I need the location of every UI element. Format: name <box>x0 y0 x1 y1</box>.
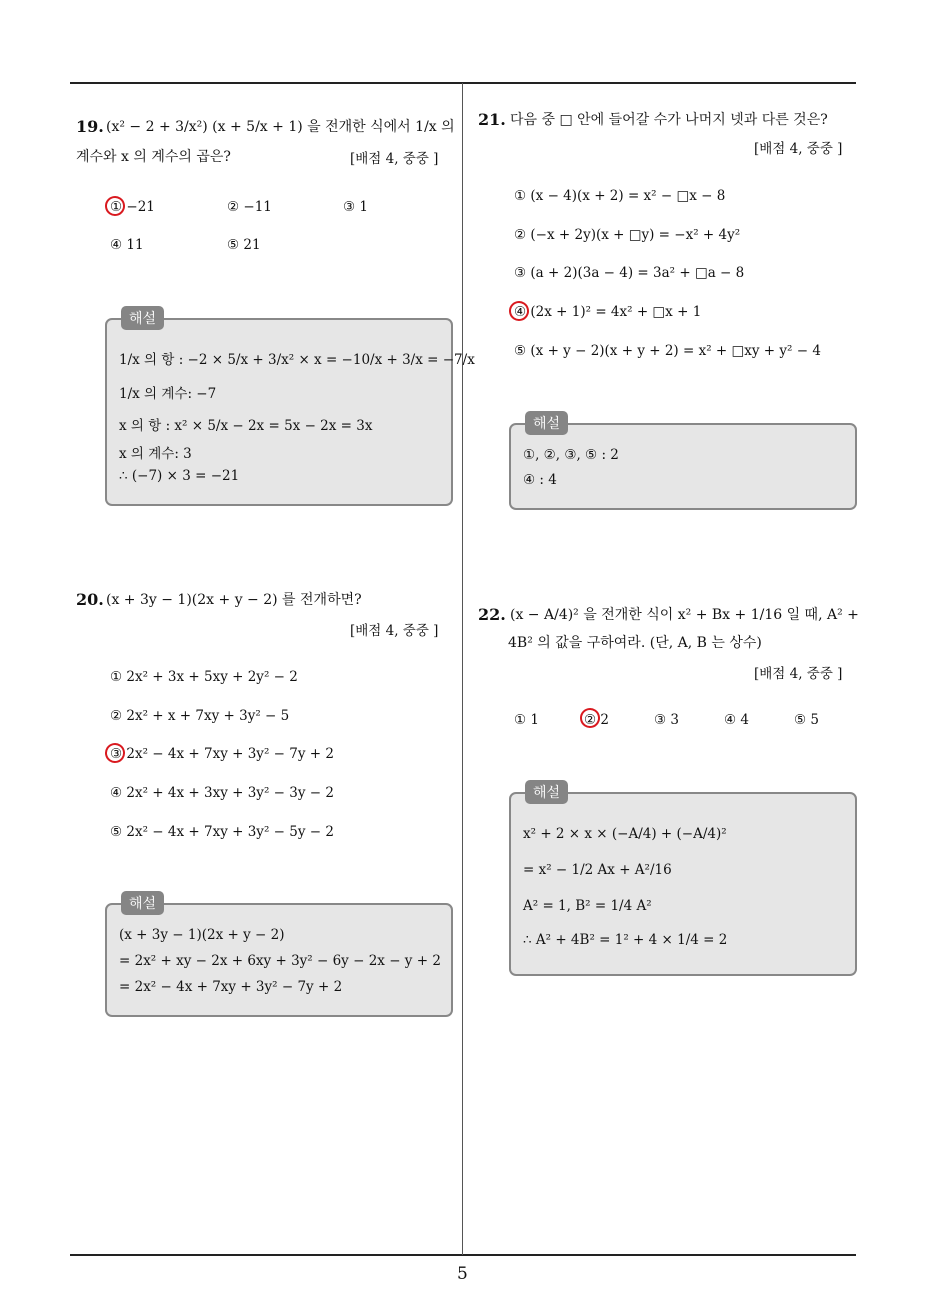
choice-3[interactable]: ③ (a + 2)(3a − 4) = 3a² + □a − 8 <box>514 265 745 281</box>
choice-5[interactable]: ⑤ 2x² − 4x + 7xy + 3y² − 5y − 2 <box>110 824 334 840</box>
choice-2[interactable]: ② 2x² + x + 7xy + 3y² − 5 <box>110 708 290 724</box>
choice-3[interactable]: ③ 2x² − 4x + 7xy + 3y² − 7y + 2 <box>110 746 334 762</box>
question-text: 4B² 의 값을 구하여라. (단, A, B 는 상수) <box>508 635 762 651</box>
solution-line: x² + 2 × x × (−A/4) + (−A/4)² <box>523 826 727 842</box>
question-text: 다음 중 □ 안에 들어갈 수가 나머지 넷과 다른 것은? <box>510 112 828 128</box>
question-number: 22. <box>478 605 506 624</box>
choice-1[interactable]: ① 1 <box>514 712 539 728</box>
question-text: 계수와 x 의 계수의 곱은? <box>76 149 231 165</box>
solution-line: ∴ A² + 4B² = 1² + 4 × 1/4 = 2 <box>523 932 728 948</box>
solution-line: 1/x 의 항 : −2 × 5/x + 3/x² × x = −10/x + 3/x = −7/x <box>119 352 475 368</box>
top-rule <box>70 82 856 84</box>
choice-3[interactable]: ③ 3 <box>654 712 679 728</box>
bottom-rule <box>70 1254 856 1256</box>
score-meta: [배점 4, 중중 ] <box>754 666 843 682</box>
solution-line: A² = 1, B² = 1/4 A² <box>523 898 652 914</box>
solution-line: = x² − 1/2 Ax + A²/16 <box>523 862 672 878</box>
solution-line: ④ : 4 <box>523 472 557 488</box>
question-number: 19. <box>76 117 104 136</box>
choice-5[interactable]: ⑤ (x + y − 2)(x + y + 2) = x² + □xy + y² − 4 <box>514 343 821 359</box>
choice-4[interactable]: ④ 4 <box>724 712 749 728</box>
choice-4[interactable]: ④ 2x² + 4x + 3xy + 3y² − 3y − 2 <box>110 785 334 801</box>
solution-box <box>105 311 475 506</box>
score-meta: [배점 4, 중중 ] <box>754 141 843 157</box>
question-text: (x² − 2 + 3/x²) (x + 5/x + 1) 을 전개한 식에서 1/x 의 <box>106 119 455 135</box>
choice-5[interactable]: ⑤ 5 <box>794 712 819 728</box>
solution-box <box>509 785 857 976</box>
question-text: (x − A/4)² 을 전개한 식이 x² + Bx + 1/16 일 때, A² + <box>510 607 859 623</box>
score-meta: [배점 4, 중중 ] <box>350 151 439 167</box>
choice-2[interactable]: ② 2 <box>584 712 609 728</box>
solution-line: = 2x² − 4x + 7xy + 3y² − 7y + 2 <box>119 979 343 995</box>
page-number: 5 <box>457 1264 468 1284</box>
solution-line: x 의 계수: 3 <box>119 446 192 462</box>
column-divider <box>462 83 463 1255</box>
solution-label: 해설 <box>525 780 568 804</box>
solution-line: ∴ (−7) × 3 = −21 <box>119 468 240 484</box>
choice-1[interactable]: ① −21 <box>110 199 155 215</box>
choice-3[interactable]: ③ 1 <box>343 199 368 215</box>
score-meta: [배점 4, 중중 ] <box>350 623 439 639</box>
choice-4[interactable]: ④ 11 <box>110 237 144 253</box>
choice-5[interactable]: ⑤ 21 <box>227 237 261 253</box>
choice-2[interactable]: ② −11 <box>227 199 272 215</box>
solution-label: 해설 <box>121 306 164 330</box>
solution-line: x 의 항 : x² × 5/x − 2x = 5x − 2x = 3x <box>119 418 373 434</box>
solution-label: 해설 <box>525 411 568 435</box>
solution-line: = 2x² + xy − 2x + 6xy + 3y² − 6y − 2x − y + 2 <box>119 953 441 969</box>
solution-label: 해설 <box>121 891 164 915</box>
choice-1[interactable]: ① (x − 4)(x + 2) = x² − □x − 8 <box>514 188 726 204</box>
solution-line: ①, ②, ③, ⑤ : 2 <box>523 447 619 463</box>
choice-4[interactable]: ④ (2x + 1)² = 4x² + □x + 1 <box>514 304 702 320</box>
solution-box <box>105 896 453 1017</box>
question-text: (x + 3y − 1)(2x + y − 2) 를 전개하면? <box>106 592 362 608</box>
choice-2[interactable]: ② (−x + 2y)(x + □y) = −x² + 4y² <box>514 227 741 243</box>
choice-1[interactable]: ① 2x² + 3x + 5xy + 2y² − 2 <box>110 669 298 685</box>
solution-line: (x + 3y − 1)(2x + y − 2) <box>119 927 285 943</box>
solution-line: 1/x 의 계수: −7 <box>119 386 217 402</box>
solution-box <box>509 416 857 510</box>
question-number: 20. <box>76 590 104 609</box>
question-number: 21. <box>478 110 506 129</box>
